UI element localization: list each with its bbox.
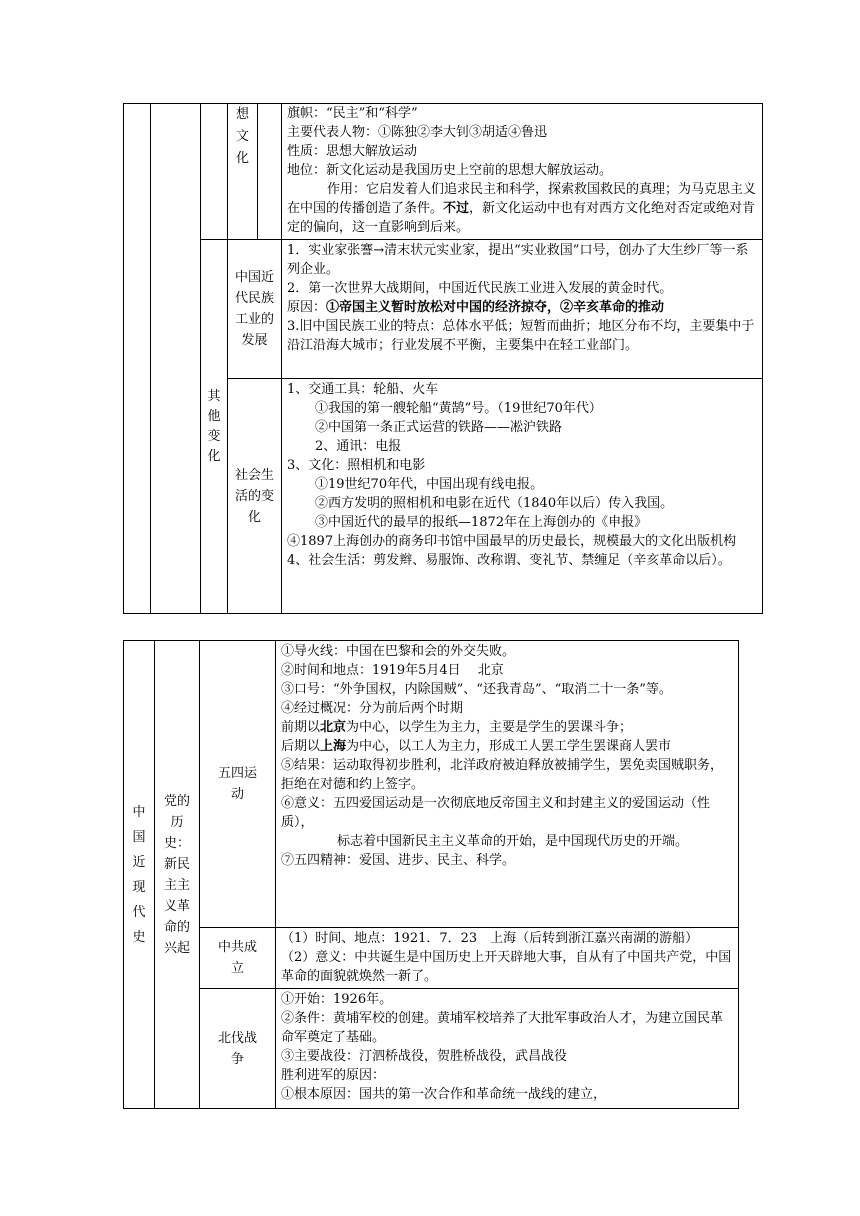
social-content xyxy=(282,379,763,614)
social-line-2: ①我国的第一艘轮船“黄鹄”号。（19世纪70年代） xyxy=(315,401,602,416)
social-line-4: 2、通讯：电报 xyxy=(315,439,402,454)
cpc-line-2: （2）意义：中共诞生是中国历史上开天辟地大事，自从有了中国共产党，中国革命的面貌就焕然一新了。 xyxy=(281,950,732,984)
blank-col-3 xyxy=(201,104,228,240)
cpc-content xyxy=(276,928,739,989)
other-changes-label: 其他变化 xyxy=(207,388,221,464)
industry-line-1: 1．实业家张謇→清末状元实业家，提出“实业救国”口号，创办了大生纱厂等一系列企业。 xyxy=(287,243,749,277)
cpc-label-cell xyxy=(200,928,276,989)
may4-early xyxy=(281,718,734,737)
north-line-4: 胜利进军的原因： xyxy=(281,1068,386,1083)
table-party-history xyxy=(123,640,739,1109)
early-prefix: 前期以 xyxy=(281,720,321,735)
era-label: 中国近现代史 xyxy=(132,804,146,945)
however-bold: 不过 xyxy=(443,201,470,216)
cpc-label: 中共成立 xyxy=(217,940,257,976)
social-line-6: ①19世纪70年代，中国出现有线电报。 xyxy=(315,477,544,492)
status-line: 地位：新文化运动是我国历史上空前的思想大解放运动。 xyxy=(287,163,613,178)
table-other-changes xyxy=(123,103,763,614)
reason-prefix: 原因： xyxy=(287,300,327,315)
north-line-2: ②条件：黄埔军校的创建。黄埔军校培养了大批军事政治人才，为建立国民革命军奠定了基础。 xyxy=(281,1011,724,1045)
north-line-1: ①开始：1926年。 xyxy=(281,992,393,1007)
effect-tail: ，新文化运动中也有对西方文化绝对否定或绝对肯定的偏向，这一直影响到后来。 xyxy=(287,201,756,235)
social-line-10: 4、社会生活：剪发辫、易服饰、改称谓、变礼节、禁缠足（辛亥革命以后）。 xyxy=(287,553,731,568)
cpc-line-1: （1）时间、地点：1921．7．23 上海（后转到浙江嘉兴南湖的游船） xyxy=(281,931,699,946)
industry-line-2: 2．第一次世界大战期间，中国近代民族工业进入发展的黄金时代。 xyxy=(287,281,673,296)
banner-line: 旗帜：“民主”和“科学” xyxy=(287,106,418,121)
late-prefix: 后期以 xyxy=(281,739,321,754)
beijing-bold: 北京 xyxy=(320,720,347,735)
industry-label: 中国近代民族工业的发展 xyxy=(234,270,274,348)
may4-line-1: ①导火线：中国在巴黎和会的外交失败。 xyxy=(281,644,516,659)
late-tail: 为中心，以工人为主力，形成工人罢工学生罢课商人罢市 xyxy=(346,739,672,754)
industry-label-cell xyxy=(228,240,282,379)
effect-line xyxy=(287,180,758,237)
nature-line: 性质：思想大解放运动 xyxy=(287,144,418,159)
other-changes-cell xyxy=(201,240,228,614)
may4-label-cell xyxy=(200,641,276,928)
early-tail: 为中心，以学生为主力，主要是学生的罢课斗争； xyxy=(346,720,633,735)
party-label: 党的历史：新民主主义革命的兴起 xyxy=(163,793,190,956)
north-label-cell xyxy=(200,989,276,1109)
may4-late xyxy=(281,737,734,756)
social-line-5: 3、文化：照相机和电影 xyxy=(287,458,426,473)
may4-content xyxy=(276,641,739,928)
may4-meaning: ⑥意义：五四爱国运动是一次彻底地反帝国主义和封建主义的爱国运动（性质）， xyxy=(281,796,711,830)
blank-col-1 xyxy=(124,104,151,614)
may4-line-3: ③口号：“外争国权，内除国贼”、“还我青岛”、“取消二十一条”等。 xyxy=(281,682,672,697)
social-line-1: 1、交通工具：轮船、火车 xyxy=(287,382,439,397)
industry-reason xyxy=(287,298,758,317)
social-label: 社会生活的变化 xyxy=(234,467,274,525)
thought-culture-label: 想文化 xyxy=(235,107,249,166)
blank-col-2 xyxy=(151,104,201,614)
north-line-5: ①根本原因：国共的第一次合作和革命统一战线的建立， xyxy=(281,1087,607,1102)
effect-text: 作用：它启发着人们追求民主和科学，探索救国救民的真理；为马克思主义在中国的传播创造了条件。 xyxy=(287,182,757,216)
may4-line-2: ②时间和地点：1919年5月4日 北京 xyxy=(281,663,504,678)
may4-result: ⑤结果：运动取得初步胜利，北洋政府被迫释放被捕学生，罢免卖国贼职务，拒绝在对德和约上签字。 xyxy=(281,758,724,792)
social-line-3: ②中国第一条正式运营的铁路——凇沪铁路 xyxy=(315,420,563,435)
social-line-7: ②西方发明的照相机和电影在近代（1840年以后）传入我国。 xyxy=(315,496,674,511)
social-label-cell xyxy=(228,379,282,614)
social-line-8: ③中国近代的最早的报纸—1872年在上海创办的《申报》 xyxy=(315,515,648,530)
north-line-3: ③主要战役：汀泗桥战役，贺胜桥战役，武昌战役 xyxy=(281,1049,568,1064)
reason-bold: ①帝国主义暂时放松对中国的经济掠夺，②辛亥革命的推动 xyxy=(326,300,665,315)
party-cell xyxy=(155,641,200,1109)
blank-col-5 xyxy=(258,104,282,240)
may4-line-4: ④经过概况：分为前后两个时期 xyxy=(281,701,464,716)
representatives-line: 主要代表人物：①陈独②李大钊③胡适④鲁迅 xyxy=(287,125,548,140)
social-line-9: ④1897上海创办的商务印书馆中国最早的历史最长，规模最大的文化出版机构 xyxy=(287,534,737,549)
may4-spirit: ⑦五四精神：爱国、进步、民主、科学。 xyxy=(281,853,516,868)
shanghai-bold: 上海 xyxy=(320,739,347,754)
north-content xyxy=(276,989,739,1109)
new-culture-content xyxy=(282,104,763,240)
north-label: 北伐战争 xyxy=(217,1030,257,1067)
thought-culture-cell xyxy=(228,104,258,240)
may4-label: 五四运动 xyxy=(217,766,257,802)
industry-content xyxy=(282,240,763,379)
may4-mark: 标志着中国新民主主义革命的开始，是中国现代历史的开端。 xyxy=(337,834,689,849)
industry-line-3: 3.旧中国民族工业的特点：总体水平低；短暂而曲折；地区分布不均，主要集中于沿江沿海大城市；行业发展不平衡，主要集中在轻工业部门。 xyxy=(287,319,755,353)
era-cell xyxy=(124,641,155,1109)
